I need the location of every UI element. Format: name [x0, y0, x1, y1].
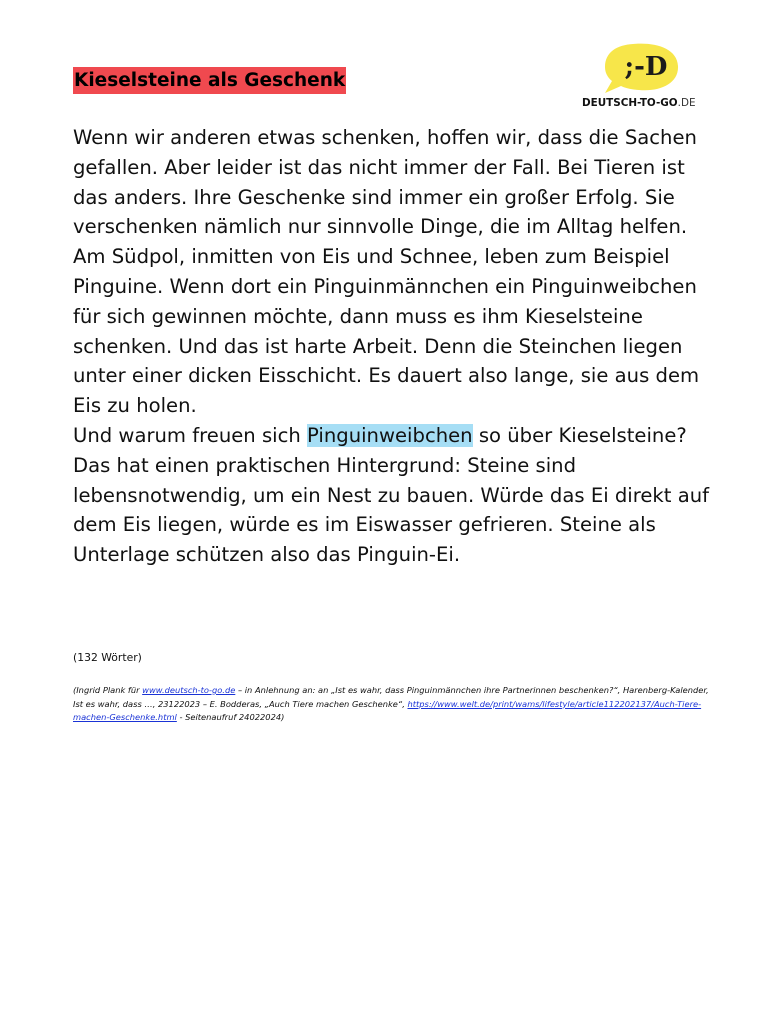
logo-brand: DEUTSCH-TO-GO [582, 97, 678, 109]
paragraph-text: so über Kieselsteine? Das hat einen praktischen Hintergrund: Steine sind lebensnotwendig, um ein Nest zu bauen. Würde das Ei direkt auf dem Eis liegen, würde es im Eiswasser gefrieren. Steine als Unterlage schützen also das Pinguin-Ei. [73, 423, 710, 567]
article-body [73, 123, 713, 570]
citation-text: – in Anlehnung an: an „Ist es wahr, dass Pinguinmännchen ihre Partnerinnen beschenken?“, Harenberg-Kalender, Ist es wahr, dass …, 23122023 – E. Bodderas, „Auch Tiere machen Geschenke“, [73, 685, 709, 709]
highlighted-word: Pinguinweibchen [307, 423, 473, 447]
source-citation [73, 684, 713, 725]
paragraph-intro: Wenn wir anderen etwas schenken, hoffen wir, dass die Sachen gefallen. Aber leider ist das nicht immer der Fall. Bei Tieren ist das anders. Ihre Geschenke sind immer ein großer Erfolg. Sie verschenken nämlich nur sinnvolle Dinge, die im Alltag helfen. [73, 126, 697, 239]
welt-article-link[interactable]: https://www.welt.de/print/wams/lifestyle/article112202137/Auch-Tiere-machen-Geschenke.html [73, 698, 702, 723]
document-title: Kieselsteine als Geschenk [73, 67, 346, 94]
word-count: (132 Wörter) [73, 651, 142, 664]
logo-brand-text [582, 96, 704, 110]
paragraph-text: Und warum freuen sich [73, 423, 308, 447]
logo-brand-suffix: .DE [677, 97, 696, 109]
deutsch-to-go-link[interactable]: www.deutsch-to-go.de [142, 685, 236, 695]
deutsch-to-go-logo [578, 40, 704, 120]
paragraph-nest [73, 421, 713, 570]
citation-text: (Ingrid Plank für [73, 685, 143, 695]
paragraph-south-pole: Am Südpol, inmitten von Eis und Schnee, leben zum Beispiel Pinguine. Wenn dort ein Pinguinmännchen ein Pinguinweibchen für sich gewinnen möchte, dann muss es ihm Kieselsteine schenken. Und das ist harte Arbeit. Denn die Steinchen liegen unter einer dicken Eisschicht. Es dauert also lange, sie aus dem Eis zu holen. [73, 245, 700, 418]
citation-text: - Seitenaufruf 24022024) [176, 712, 285, 723]
logo-smiley: ;-D [624, 52, 668, 82]
